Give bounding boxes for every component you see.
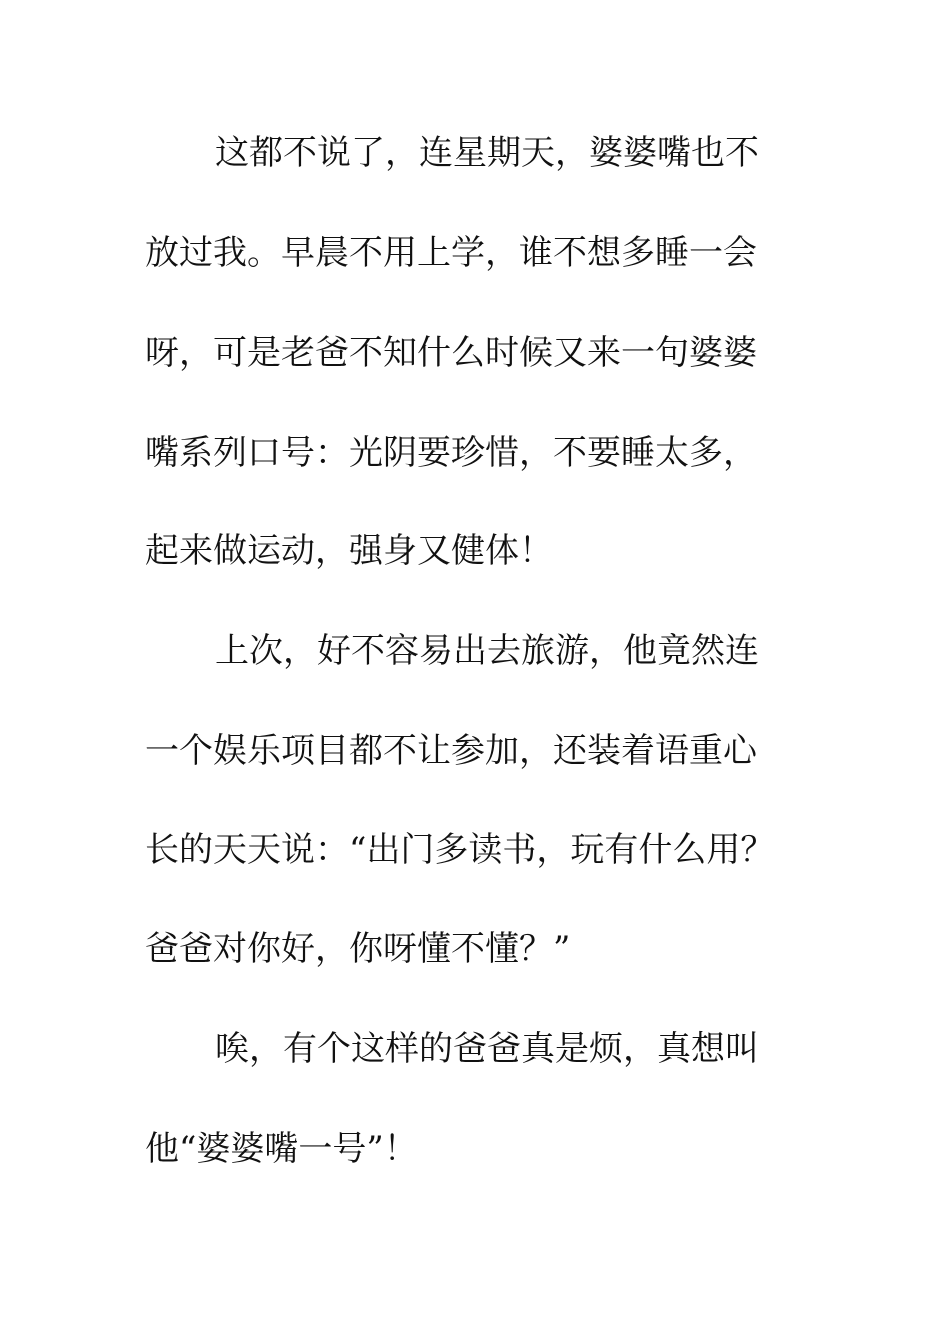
paragraph-2-line-4: 爸爸对你好，你呀懂不懂？” bbox=[145, 929, 571, 969]
paragraph-2-line-3: 长的天天说：“出门多读书，玩有什么用？ bbox=[145, 830, 775, 870]
paragraph-1-line-5: 起来做运动，强身又健体！ bbox=[145, 531, 553, 571]
paragraph-3-line-1: 唉，有个这样的爸爸真是烦，真想叫 bbox=[215, 1029, 759, 1069]
paragraph-2-line-1: 上次，好不容易出去旅游，他竟然连 bbox=[215, 631, 759, 671]
paragraph-1-line-3: 呀，可是老爸不知什么时候又来一句婆婆 bbox=[145, 333, 757, 373]
paragraph-1-line-1: 这都不说了，连星期天，婆婆嘴也不 bbox=[215, 133, 759, 173]
paragraph-1-line-2: 放过我。早晨不用上学，谁不想多睡一会 bbox=[145, 233, 757, 273]
paragraph-2-line-2: 一个娱乐项目都不让参加，还装着语重心 bbox=[145, 731, 757, 771]
paragraph-1-line-4: 嘴系列口号：光阴要珍惜，不要睡太多， bbox=[145, 433, 757, 473]
paragraph-3-line-2: 他“婆婆嘴一号”！ bbox=[145, 1129, 418, 1169]
